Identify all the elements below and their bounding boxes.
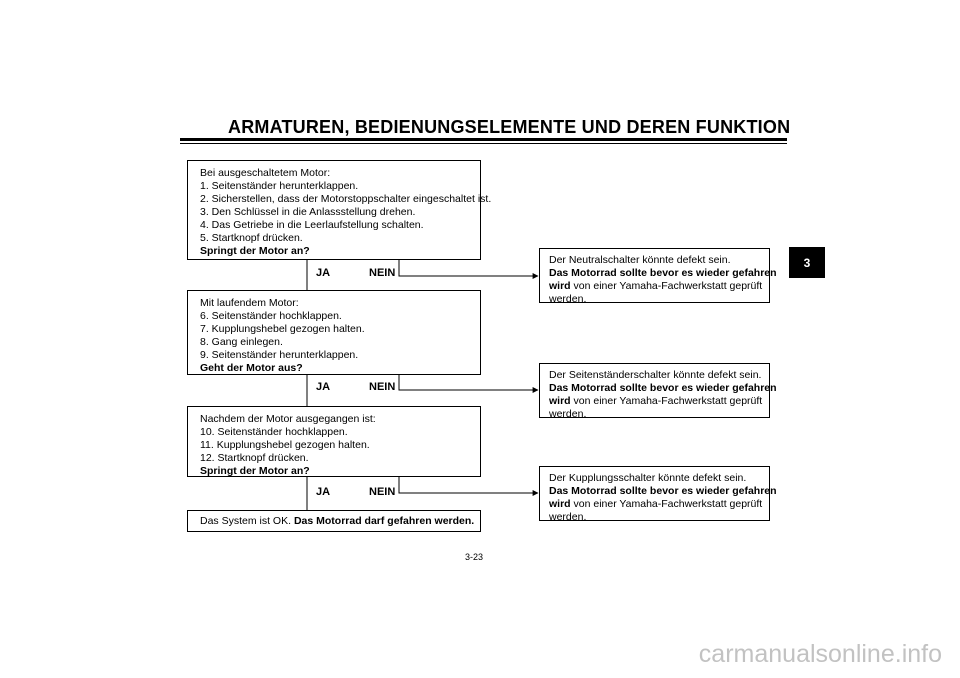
step-box-3 [187,406,481,477]
result2-bold: Das Motorrad sollte bevor es wieder gefahren [549,382,777,394]
result3-bold-wird: wird [549,498,571,510]
result-box-2 [539,363,777,420]
result2-line: Der Seitenständerschalter könnte defekt sein. [549,369,762,381]
step2-question: Geht der Motor aus? [200,362,303,374]
final-line [200,515,474,528]
result-box-1 [539,248,777,305]
step1-line: 4. Das Getriebe in die Leerlaufstellung schalten. [200,219,424,231]
step2-line: 8. Gang einlegen. [200,336,283,348]
result1-rest: von einer Yamaha-Fachwerkstatt geprüft [570,280,763,292]
step1-line: 2. Sicherstellen, dass der Motorstoppschalter eingeschaltet ist. [200,193,492,205]
result3-rest: von einer Yamaha-Fachwerkstatt geprüft [570,498,763,510]
result3-line [549,498,765,511]
result1-line: Der Neutralschalter könnte defekt sein. [549,254,731,266]
connector-no-1 [399,259,538,276]
step3-line: 12. Startknopf drücken. [200,452,309,464]
step1-question: Springt der Motor an? [200,245,310,257]
watermark: carmanualsonline.info [698,640,942,668]
connector-no-2 [399,374,538,390]
connector-no-3 [399,476,538,493]
chapter-tab: 3 [789,247,825,278]
result1-bold: Das Motorrad sollte bevor es wieder gefahren [549,267,777,279]
result3-bold: Das Motorrad sollte bevor es wieder gefahren [549,485,777,497]
step2-line: 9. Seitenständer herunterklappen. [200,349,359,361]
no-label-2: NEIN [369,381,396,393]
page-title: ARMATUREN, BEDIENUNGSELEMENTE UND DEREN FUNKTION [228,117,791,137]
result2-last: werden. [549,408,587,420]
step3-line: Nachdem der Motor ausgegangen ist: [200,413,376,425]
result2-line [549,395,765,408]
final-box [187,510,481,532]
result1-bold-wird: wird [549,280,571,292]
result-box-3 [539,466,777,523]
step1-line: Bei ausgeschaltetem Motor: [200,167,331,179]
no-label-1: NEIN [369,267,396,279]
step3-line: 11. Kupplungshebel gezogen halten. [200,439,370,451]
result2-bold-wird: wird [549,395,571,407]
step3-line: 10. Seitenständer hochklappen. [200,426,348,438]
final-bold: Das Motorrad darf gefahren werden. [293,515,475,527]
step1-line: 3. Den Schlüssel in die Anlassstellung drehen. [200,206,416,218]
result3-line: Der Kupplungsschalter könnte defekt sein. [549,472,747,484]
step-box-1 [187,160,492,260]
yes-label-3: JA [316,486,331,498]
step2-line: 6. Seitenständer hochklappen. [200,310,342,322]
step1-line: 5. Startknopf drücken. [200,232,303,244]
result1-line [549,280,765,293]
no-label-3: NEIN [369,486,396,498]
step3-question: Springt der Motor an? [200,465,310,477]
step1-line: 1. Seitenständer herunterklappen. [200,180,359,192]
result2-rest: von einer Yamaha-Fachwerkstatt geprüft [570,395,763,407]
step2-line: Mit laufendem Motor: [200,297,299,309]
step-box-2 [187,290,481,375]
yes-label-1: JA [316,267,331,279]
result3-last: werden. [549,511,587,523]
page-number: 3-23 [465,552,484,562]
step2-line: 7. Kupplungshebel gezogen halten. [200,323,365,335]
result1-last: werden. [549,293,587,305]
yes-label-2: JA [316,381,331,393]
final-text: Das System ist OK. [200,515,294,527]
